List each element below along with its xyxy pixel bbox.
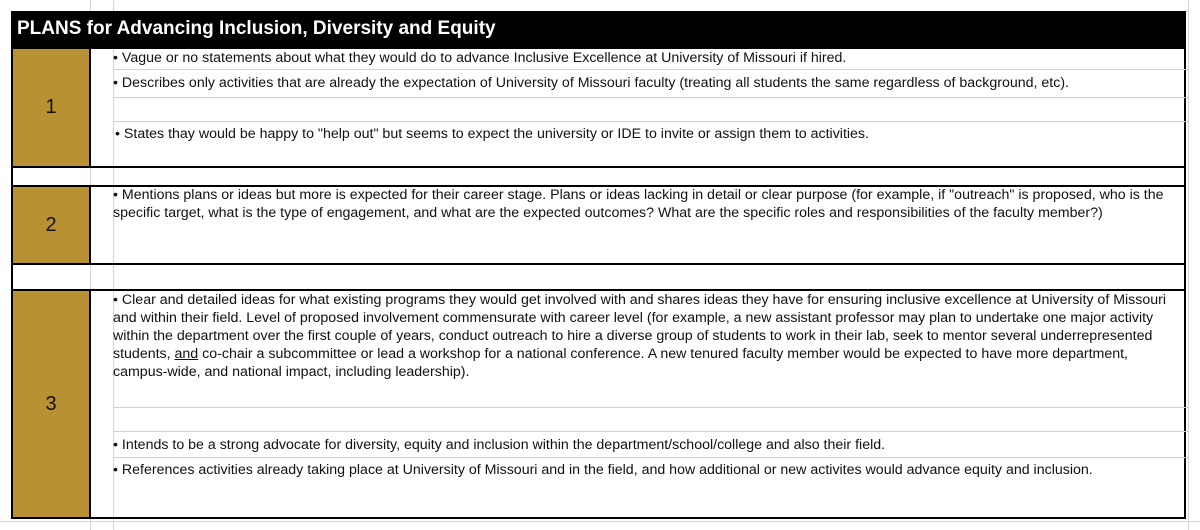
level-2-block	[91, 185, 1186, 265]
underlined-word: and	[174, 346, 199, 362]
row-separator	[113, 97, 1188, 98]
gridline	[1188, 0, 1189, 530]
score-cell-3[interactable]	[11, 289, 91, 519]
spacer-row	[11, 168, 1186, 185]
criteria-item[interactable]: • States thay would be happy to "help out" but seems to expect the university or IDE to invite or assign them to activities.	[115, 126, 869, 142]
score-cell-2[interactable]	[11, 185, 91, 265]
score-cell-1[interactable]	[11, 47, 91, 168]
criteria-item[interactable]: • References activities already taking place at University of Missouri and in the field, and how additional or new activites would advance equity and inclusion.	[113, 462, 1093, 478]
criteria-item[interactable]	[113, 291, 1174, 381]
gridline	[0, 521, 1200, 522]
criteria-text: • Clear and detailed ideas for what existing programs they would get involved with and shares ideas they have for ensuring inclusive excellence at University of Missouri and within their field. Level of proposed involvement commensurate with career level (for example, a new assistant professor may plan to undertake one major activity within the department over the first couple of years, conduct outreach to hire a diverse group of students to work in their lab, seek to mentor several underrepresented students,	[113, 292, 1167, 362]
page-title: PLANS for Advancing Inclusion, Diversity and Equity	[11, 11, 1186, 47]
criteria-item[interactable]: • Vague or no statements about what they would do to advance Inclusive Excellence at University of Missouri if hired.	[113, 50, 847, 66]
row-separator	[113, 121, 1188, 122]
row-separator	[113, 431, 1188, 432]
score-label: 3	[45, 392, 57, 415]
criteria-item[interactable]: • Describes only activities that are already the expectation of University of Missouri faculty (treating all students the same regardless of background, etc).	[113, 75, 1069, 91]
rubric-sheet	[11, 11, 1186, 519]
row-separator	[113, 457, 1188, 458]
row-separator	[113, 407, 1188, 408]
level-1-block	[91, 47, 1186, 168]
criteria-item[interactable]: • Mentions plans or ideas but more is expected for their career stage. Plans or ideas lacking in detail or clear purpose (for example, if "outreach" is proposed, who is the specific target, what is the type of engagement, and what are the expected outcomes? What are the specific roles and responsibilities of the faculty member?)	[113, 187, 1164, 221]
criteria-text: co-chair a subcommittee or lead a workshop for a national conference. A new tenured faculty member would be expected to have more department, campus-wide, and national impact, including leadership).	[113, 346, 1128, 380]
spacer-row	[11, 265, 1186, 289]
criteria-item[interactable]: • Intends to be a strong advocate for diversity, equity and inclusion within the department/school/college and also their field.	[113, 437, 886, 453]
score-label: 2	[45, 213, 57, 236]
row-separator	[113, 69, 1188, 70]
score-label: 1	[45, 96, 57, 118]
level-3-block	[91, 289, 1186, 519]
